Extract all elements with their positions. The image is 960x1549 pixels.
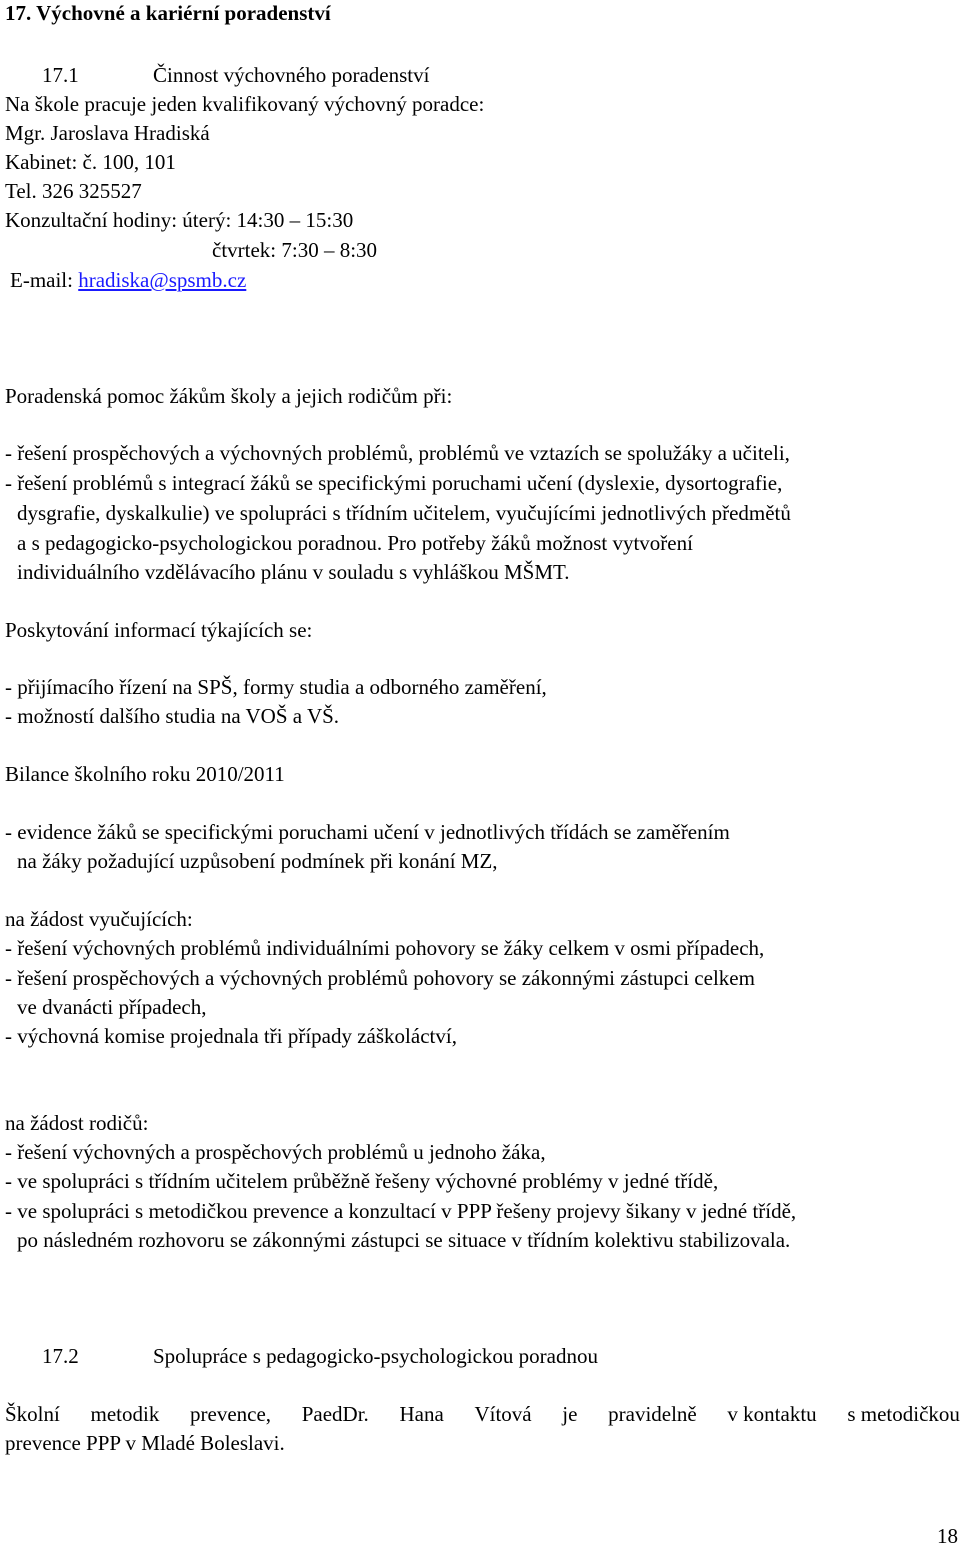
help-item-2-cont-3: individuálního vzdělávacího plánu v souladu s vyhláškou MŠMT.: [17, 560, 570, 584]
teachers-item-2-cont: ve dvanácti případech,: [17, 995, 207, 1019]
cooperation-paragraph-line-2: prevence PPP v Mladé Boleslavi.: [5, 1431, 285, 1455]
teachers-item-2: - řešení prospěchových a výchovných problémů pohovory se zákonnými zástupci celkem: [5, 966, 755, 990]
help-title: Poradenská pomoc žákům školy a jejich rodičům při:: [5, 384, 453, 408]
advisor-intro: Na škole pracuje jeden kvalifikovaný výchovný poradce:: [5, 92, 485, 116]
help-item-2: - řešení problémů s integrací žáků se specifickými poruchami učení (dyslexie, dysortografie,: [5, 471, 783, 495]
page-number: 18: [937, 1524, 958, 1548]
bilance-item-1: - evidence žáků se specifickými poruchami učení v jednotlivých třídách se zaměřením: [5, 820, 730, 844]
parents-request-title: na žádost rodičů:: [5, 1111, 149, 1135]
parents-item-1: - řešení výchovných a prospěchových problémů u jednoho žáka,: [5, 1140, 546, 1164]
word: Vítová: [474, 1402, 532, 1426]
section-number: 17.1: [42, 63, 79, 87]
info-item-2: - možností dalšího studia na VOŠ a VŠ.: [5, 704, 340, 728]
info-item-1: - přijímacího řízení na SPŠ, formy studia a odborného zaměření,: [5, 675, 547, 699]
email-label: E-mail:: [10, 268, 79, 292]
advisor-name: Mgr. Jaroslava Hradiská: [5, 121, 210, 145]
section-17-1-heading: [0, 65, 960, 87]
word: metodik: [90, 1402, 160, 1426]
office-hours-1: Konzultační hodiny: úterý: 14:30 – 15:30: [5, 208, 354, 232]
teachers-item-3: - výchovná komise projednala tři případy záškoláctví,: [5, 1024, 457, 1048]
advisor-phone: Tel. 326 325527: [5, 179, 142, 203]
section-number: 17.2: [42, 1344, 79, 1368]
help-item-2-cont-1: dysgrafie, dyskalkulie) ve spolupráci s třídním učitelem, vyučujícími jednotlivých předmětů: [17, 501, 791, 525]
word: pravidelně: [608, 1402, 697, 1426]
parents-item-2: - ve spolupráci s třídním učitelem průběžně řešeny výchovné problémy v jedné třídě,: [5, 1169, 719, 1193]
help-item-2-cont-2: a s pedagogicko-psychologickou poradnou. Pro potřeby žáků možnost vytvoření: [17, 531, 693, 555]
bilance-title: Bilance školního roku 2010/2011: [5, 762, 285, 786]
office-hours-2: čtvrtek: 7:30 – 8:30: [212, 238, 378, 262]
email-link[interactable]: hradiska@spsmb.cz: [78, 268, 247, 292]
bilance-item-1-cont: na žáky požadující uzpůsobení podmínek při konání MZ,: [17, 849, 498, 873]
info-title: Poskytování informací týkajících se:: [5, 618, 313, 642]
word: PaedDr.: [301, 1402, 369, 1426]
parents-item-3: - ve spolupráci s metodičkou prevence a konzultací v PPP řešeny projevy šikany v jedné třídě,: [5, 1199, 797, 1223]
help-item-1: - řešení prospěchových a výchovných problémů, problémů ve vztazích se spolužáky a učiteli,: [5, 441, 790, 465]
teachers-item-1: - řešení výchovných problémů individuálními pohovory se žáky celkem v osmi případech,: [5, 936, 765, 960]
advisor-office: Kabinet: č. 100, 101: [5, 150, 176, 174]
email-line: [10, 270, 246, 291]
cooperation-paragraph-line-1: [5, 1404, 960, 1425]
word: Hana: [399, 1402, 444, 1426]
parents-item-3-cont: po následném rozhovoru se zákonnými zástupci se situace v třídním kolektivu stabilizovala.: [17, 1228, 791, 1252]
section-17-2-heading: [0, 1346, 960, 1368]
word: je: [562, 1402, 578, 1426]
word: s metodičkou: [847, 1402, 960, 1426]
word: Školní: [5, 1402, 60, 1426]
word: prevence,: [190, 1402, 272, 1426]
section-title: Činnost výchovného poradenství: [153, 63, 430, 87]
word: v kontaktu: [727, 1402, 817, 1426]
teachers-request-title: na žádost vyučujících:: [5, 907, 193, 931]
chapter-heading: 17. Výchovné a kariérní poradenství: [5, 1, 331, 25]
section-title: Spolupráce s pedagogicko-psychologickou poradnou: [153, 1344, 598, 1368]
